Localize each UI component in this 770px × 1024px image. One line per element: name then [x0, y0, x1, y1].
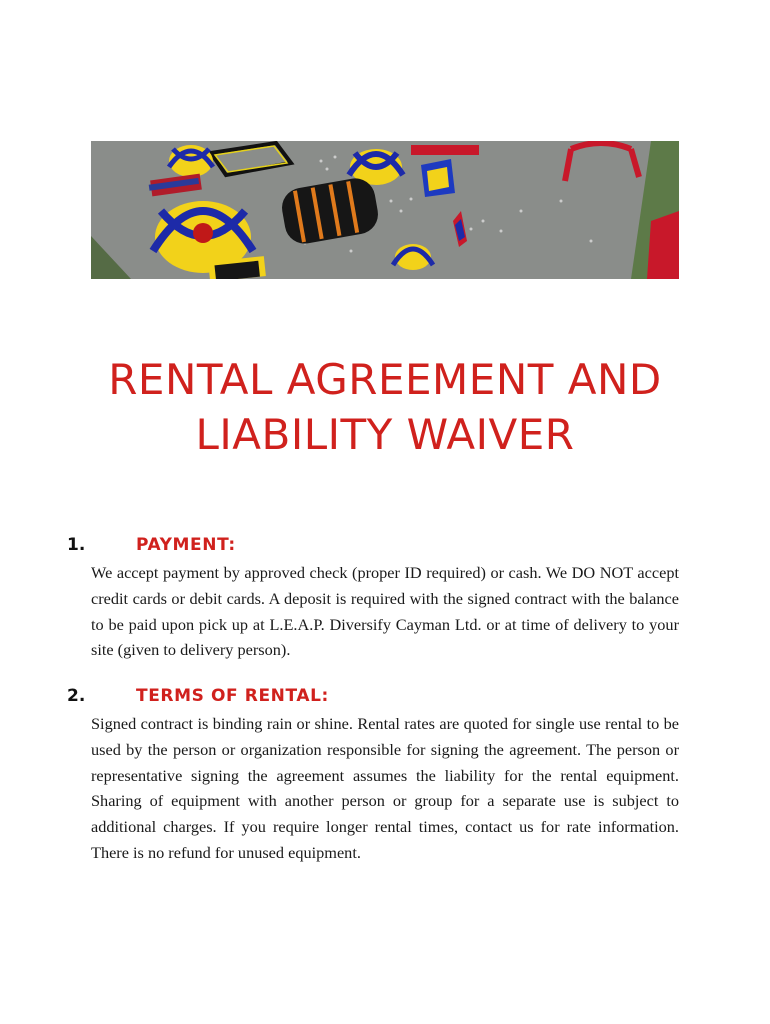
section-heading — [0, 686, 770, 710]
section-body: We accept payment by approved check (proper ID required) or cash. We DO NOT accept credit cards or debit cards. A deposit is required with the signed contract with the balance to be paid upon pick up at L.E.A.P. Diversify Cayman Ltd. or at time of delivery to your site (given to delivery person). — [91, 563, 679, 660]
section-number: 1. — [67, 535, 86, 555]
document-title — [0, 352, 770, 462]
section-heading — [0, 535, 770, 559]
hero-image — [91, 141, 679, 279]
section-number: 2. — [67, 686, 86, 706]
inflatables-illustration — [91, 141, 679, 279]
section-title: TERMS OF RENTAL: — [136, 686, 329, 706]
document-title-line-2: LIABILITY WAIVER — [195, 410, 575, 459]
section-body: Signed contract is binding rain or shine. Rental rates are quoted for single use rental to be used by the person or organization responsible for signing the agreement. The person or representative signing the agreement assumes the liability for the rental equipment. Sharing of equipment with another person or group for a separate use is subject to additional charges. If you require longer rental times, contact us for rate information. There is no refund for unused equipment. — [91, 714, 679, 862]
section-title: PAYMENT: — [136, 535, 236, 555]
document-title-line-1: RENTAL AGREEMENT AND — [108, 355, 662, 404]
